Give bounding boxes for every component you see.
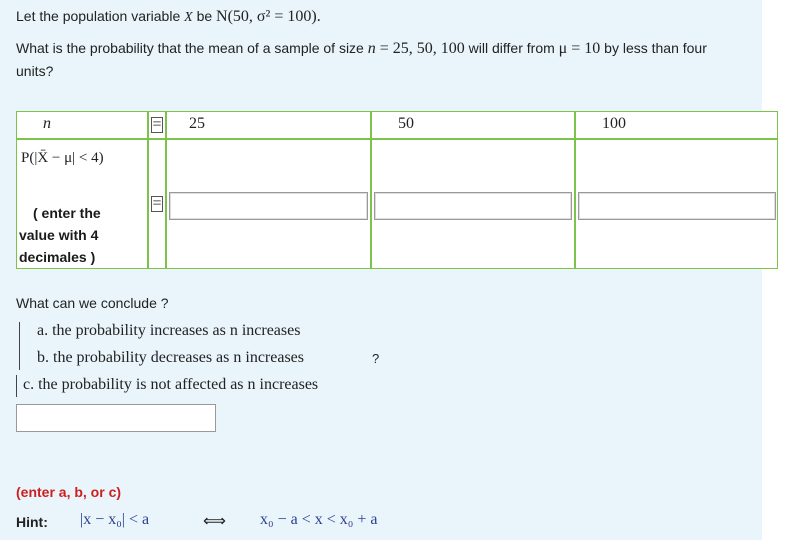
decimal-note (19, 202, 147, 268)
equivalence-arrow: ⟺ (203, 513, 226, 530)
q2-text: What is the probability that the mean of a sample of size (16, 40, 368, 56)
q2-suffix: by less than four units? (16, 40, 707, 79)
question-line-1 (16, 8, 321, 26)
row-eq-cell (148, 139, 166, 269)
header-size-25 (166, 111, 371, 139)
q1-be: be (192, 8, 217, 24)
equals-sign: = (152, 116, 162, 133)
probability-table (16, 111, 778, 269)
help-question-mark[interactable]: ? (372, 351, 380, 366)
equals-sign: = (152, 195, 162, 212)
choice-c: c. the probability is not affected as n increases (23, 376, 319, 393)
hint-label: Hint: (16, 514, 48, 530)
size-50: 50 (398, 115, 414, 132)
conclusion-answer-input[interactable] (16, 404, 216, 432)
prob-cell-100 (575, 139, 778, 269)
note-line-2: value with 4 (19, 227, 99, 243)
prob-cell-50 (371, 139, 575, 269)
prob-input-100[interactable] (578, 192, 776, 220)
header-n: n (43, 115, 51, 132)
size-100: 100 (602, 115, 626, 132)
choice-a: a. the probability increases as n increases (37, 322, 301, 339)
mu-value: μ = 10 (558, 40, 601, 57)
choices-bracket-lower (16, 375, 17, 397)
var-x: X (184, 10, 193, 25)
sample-sizes: = 25, 50, 100 (375, 40, 465, 57)
prob-cell-25 (166, 139, 371, 269)
prob-expression: P(|X̄ − μ| < 4) (21, 150, 104, 166)
header-size-100 (575, 111, 778, 139)
prob-input-50[interactable] (374, 192, 572, 220)
header-n-cell (16, 111, 148, 139)
distribution: N(50, σ² = 100). (216, 8, 321, 25)
hint-rhs: x₀ − a < x < x₀ + a (260, 511, 378, 528)
prob-input-25[interactable] (169, 192, 368, 220)
hint-lhs: |x − x₀| < a (80, 511, 150, 528)
note-line-1: ( enter the (33, 205, 101, 221)
choices-bracket-upper (19, 322, 20, 370)
question-line-2 (16, 37, 746, 82)
note-line-3: decimales ) (19, 249, 96, 265)
header-eq-cell (148, 111, 166, 139)
prob-label-cell (16, 139, 148, 269)
q1-text: Let the population variable (16, 8, 185, 24)
n-var: n (367, 40, 376, 57)
header-size-50 (371, 111, 575, 139)
choice-b: b. the probability decreases as n increases (37, 349, 305, 366)
q2-mid: will differ from (464, 40, 559, 56)
enter-abc-hint: (enter a, b, or c) (16, 484, 122, 500)
conclude-question: What can we conclude ? (16, 295, 169, 311)
size-25: 25 (189, 115, 205, 132)
